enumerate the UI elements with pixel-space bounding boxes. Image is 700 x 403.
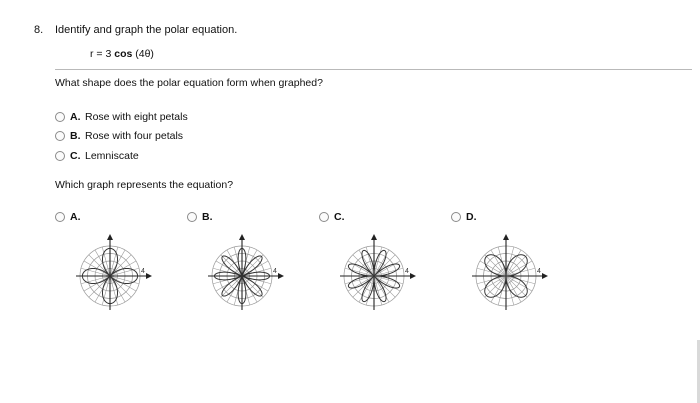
polar-graph-svg — [330, 228, 422, 320]
section-divider — [55, 69, 692, 70]
question-title: Identify and graph the polar equation. — [55, 24, 238, 36]
y-axis-arrow-icon — [371, 234, 377, 240]
option-letter: C. — [334, 211, 345, 223]
polar-graph-svg — [198, 228, 290, 320]
radio-circle-icon[interactable] — [55, 212, 65, 222]
option-letter: A. — [70, 111, 81, 123]
equation-argument: (4θ) — [132, 48, 154, 60]
x-axis-arrow-icon — [410, 273, 416, 279]
shape-question: What shape does the polar equation form when graphed? — [55, 77, 323, 89]
radio-circle-icon[interactable] — [187, 212, 197, 222]
polar-graph-d[interactable] — [462, 228, 554, 320]
x-axis-arrow-icon — [542, 273, 548, 279]
option-text: Rose with four petals — [85, 130, 184, 142]
graph-option-d[interactable] — [451, 210, 477, 224]
option-letter: D. — [466, 211, 477, 223]
graph-option-c[interactable] — [319, 210, 345, 224]
graph-option-b[interactable] — [187, 210, 213, 224]
radio-circle-icon[interactable] — [55, 131, 65, 141]
tick-label: 4 — [273, 268, 277, 275]
polar-graph-a[interactable] — [66, 228, 158, 320]
shape-option-a[interactable] — [55, 110, 188, 124]
option-letter: B. — [70, 130, 81, 142]
radio-circle-icon[interactable] — [319, 212, 329, 222]
x-axis-arrow-icon — [146, 273, 152, 279]
x-axis-arrow-icon — [278, 273, 284, 279]
radio-circle-icon[interactable] — [451, 212, 461, 222]
option-letter: C. — [70, 150, 81, 162]
radio-circle-icon[interactable] — [55, 112, 65, 122]
polar-graph-svg — [462, 228, 554, 320]
polar-graph-c[interactable] — [330, 228, 422, 320]
tick-label: 4 — [537, 268, 541, 275]
y-axis-arrow-icon — [107, 234, 113, 240]
polar-graph-svg — [66, 228, 158, 320]
tick-label: 4 — [405, 268, 409, 275]
graph-option-a[interactable] — [55, 210, 81, 224]
option-text: Rose with eight petals — [85, 111, 188, 123]
equation-prefix: r = 3 — [90, 48, 115, 60]
option-letter: B. — [202, 211, 213, 223]
shape-option-b[interactable] — [55, 129, 183, 143]
option-letter: A. — [70, 211, 81, 223]
graph-question: Which graph represents the equation? — [55, 179, 234, 191]
option-text: Lemniscate — [85, 150, 139, 162]
equation-function: cos — [114, 48, 133, 60]
tick-label: 4 — [141, 268, 145, 275]
polar-graph-b[interactable] — [198, 228, 290, 320]
y-axis-arrow-icon — [503, 234, 509, 240]
polar-equation — [90, 48, 154, 60]
y-axis-arrow-icon — [239, 234, 245, 240]
shape-option-c[interactable] — [55, 149, 139, 163]
question-number: 8. — [34, 24, 44, 36]
radio-circle-icon[interactable] — [55, 151, 65, 161]
